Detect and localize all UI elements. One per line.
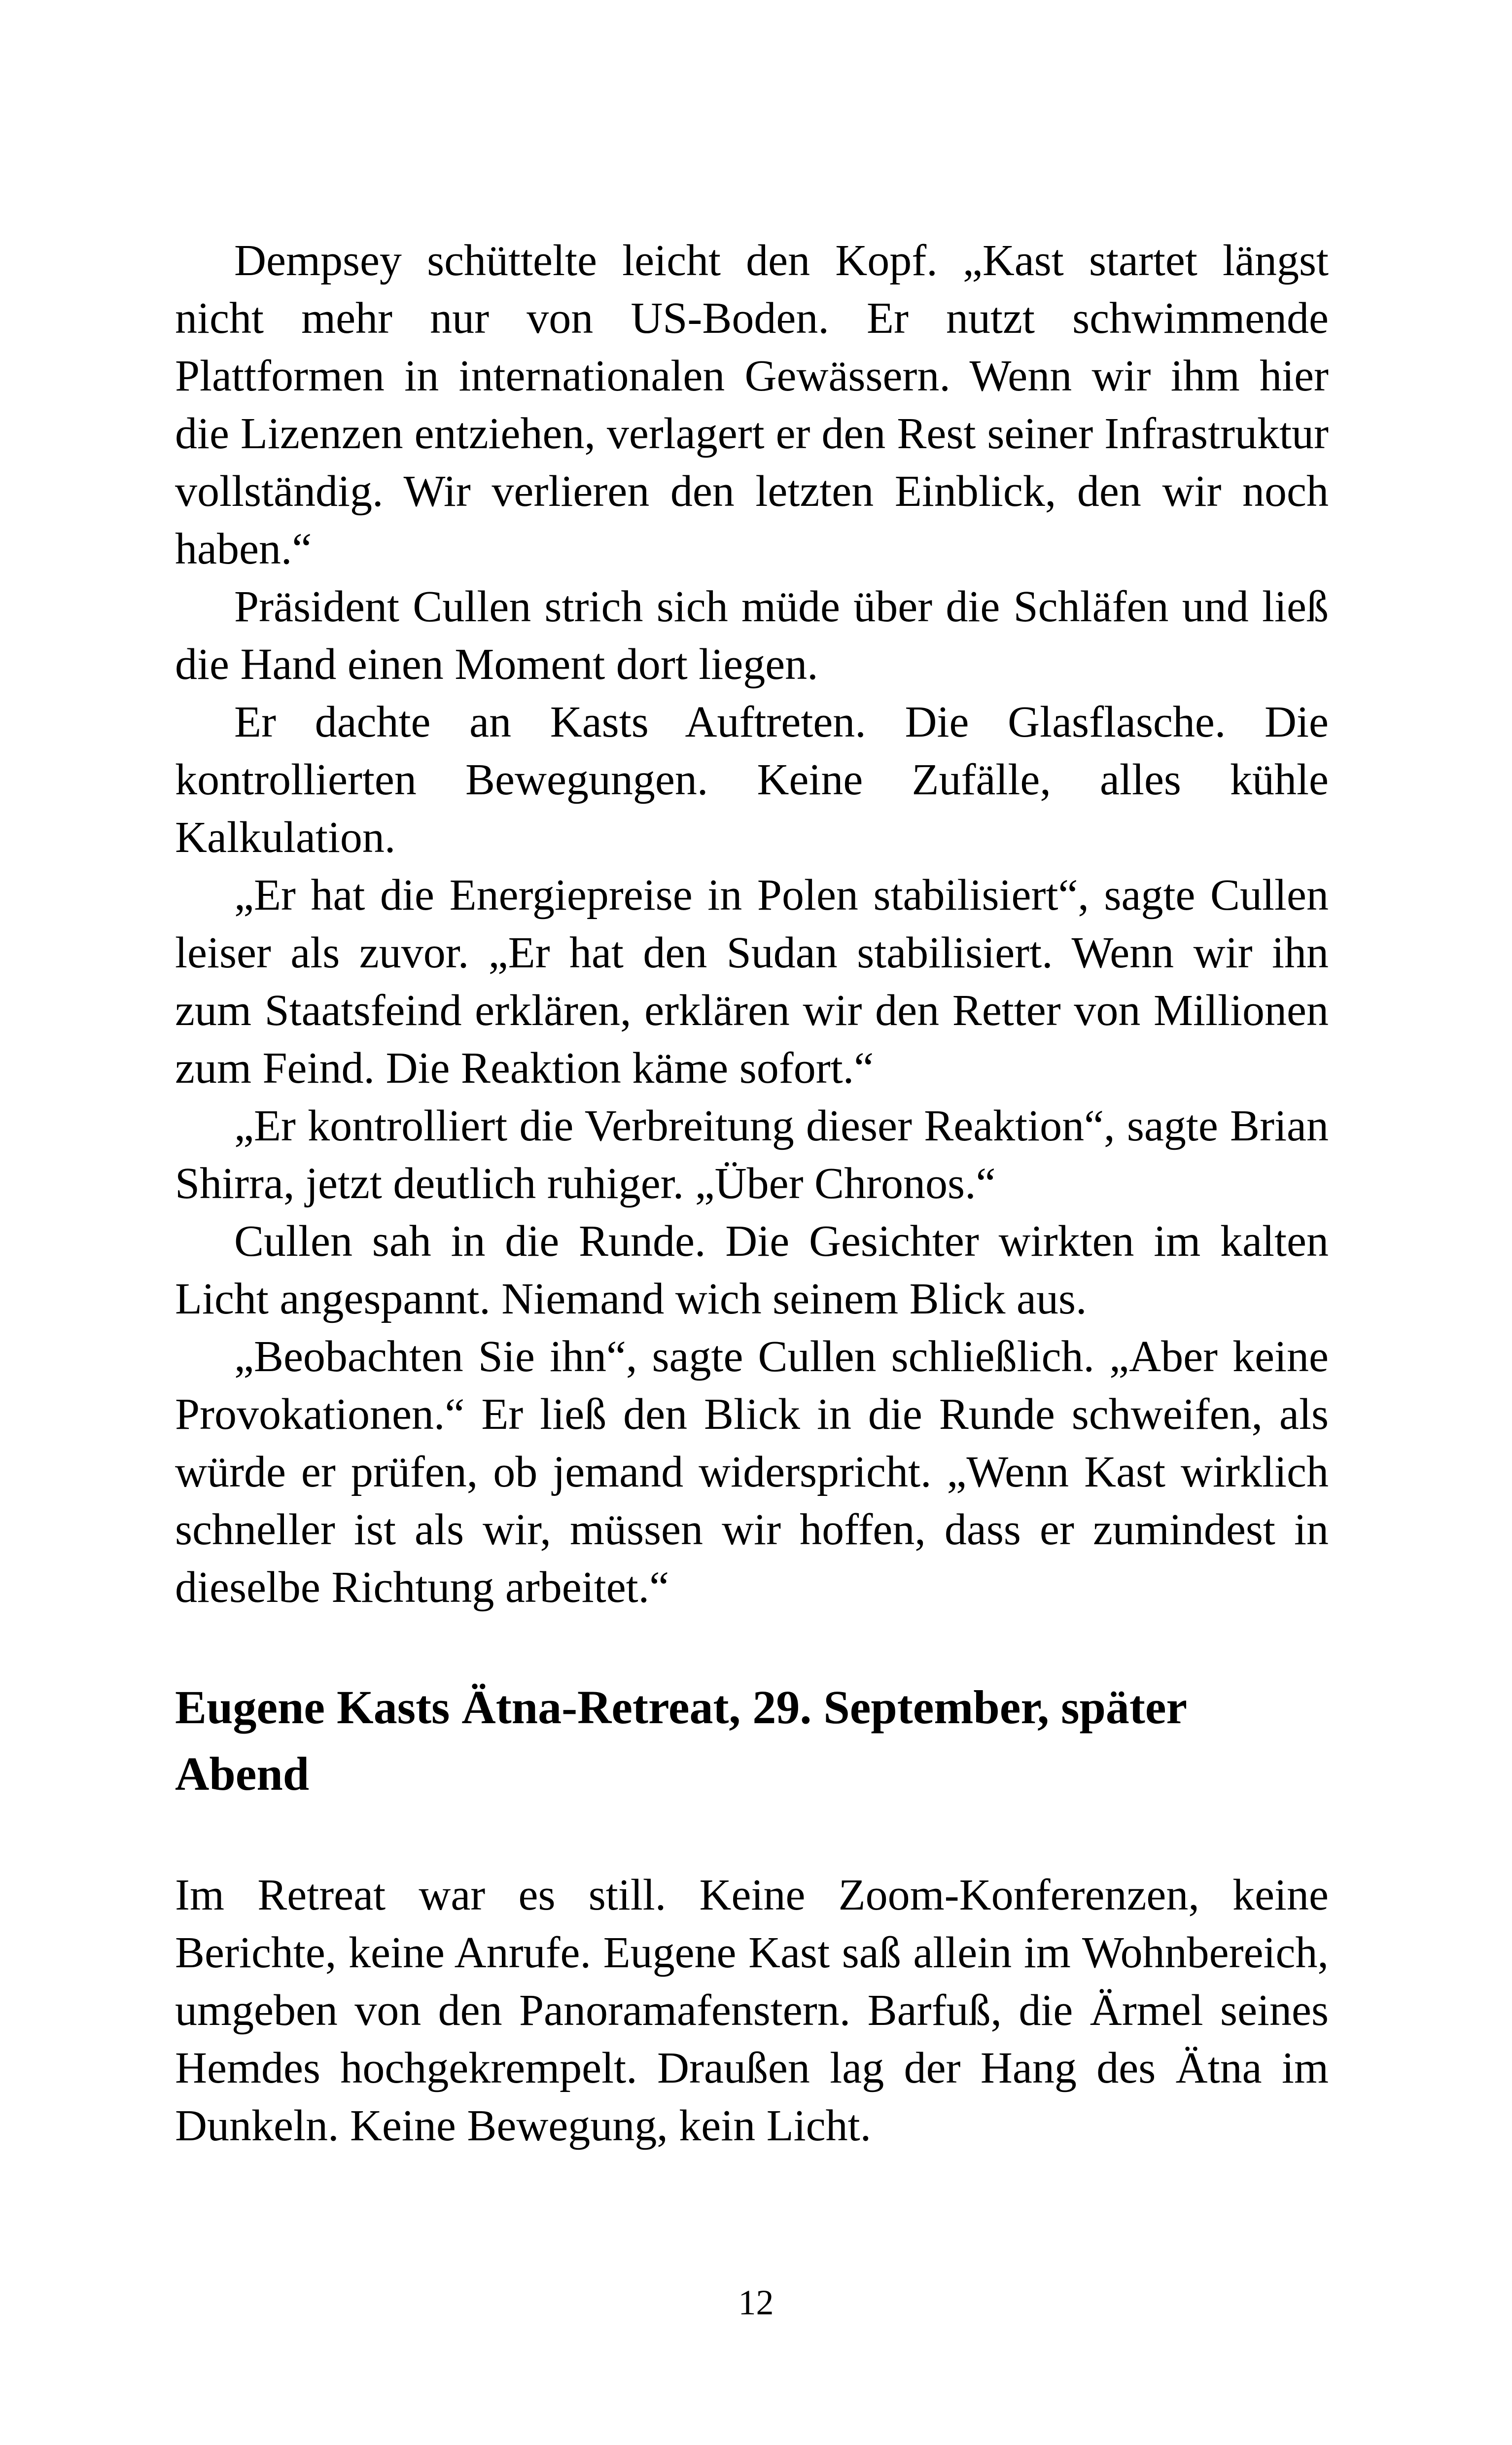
paragraph: „Beobachten Sie ihn“, sagte Cullen schließlich. „Aber keine Provokationen.“ Er ließ den Blick in die Runde schweifen, als würde er prüfen, ob jemand widerspricht. „Wenn Kast wirklich schneller ist als wir, müssen wir hoffen, dass er zumindest in dieselbe Richtung arbeitet.“ bbox=[175, 1332, 1329, 1612]
paragraph: Im Retreat war es still. Keine Zoom-Konferenzen, keine Berichte, keine Anrufe. Eugene Kast saß allein im Wohnbereich, umgeben von den Panoramafenstern. Barfuß, die Ärmel seines Hemdes hochgekrempelt. Draußen lag der Hang des Ätna im Dunkeln. Keine Bewegung, kein Licht. bbox=[175, 1871, 1329, 2150]
paragraph: Präsident Cullen strich sich müde über die Schläfen und ließ die Hand einen Moment dort liegen. bbox=[175, 582, 1329, 689]
paragraph: Er dachte an Kasts Auftreten. Die Glasflasche. Die kontrollierten Bewegungen. Keine Zufälle, alles kühle Kalkulation. bbox=[175, 698, 1329, 862]
section-body-text bbox=[175, 1866, 1329, 2155]
paragraph: Cullen sah in die Runde. Die Gesichter wirkten im kalten Licht angespannt. Niemand wich seinem Blick aus. bbox=[175, 1217, 1329, 1323]
paragraph: Dempsey schüttelte leicht den Kopf. „Kast startet längst nicht mehr nur von US-Boden. Er nutzt schwimmende Plattformen in internationalen Gewässern. Wenn wir ihm hier die Lizenzen entziehen, verlagert er den Rest seiner Infrastruktur vollständig. Wir verlieren den letzten Einblick, den wir noch haben.“ bbox=[175, 236, 1329, 573]
paragraph: „Er kontrolliert die Verbreitung dieser Reaktion“, sagte Brian Shirra, jetzt deutlich ruhiger. „Über Chronos.“ bbox=[175, 1101, 1329, 1208]
body-text bbox=[175, 232, 1329, 1616]
paragraph: „Er hat die Energiepreise in Polen stabilisiert“, sagte Cullen leiser als zuvor. „Er hat den Sudan stabilisiert. Wenn wir ihn zum Staatsfeind erklären, erklären wir den Retter von Millionen zum Feind. Die Reaktion käme sofort.“ bbox=[175, 871, 1329, 1093]
page-number: 12 bbox=[738, 2283, 774, 2322]
section-heading: Eugene Kasts Ätna-Retreat, 29. September, später Abend bbox=[175, 1681, 1187, 1800]
